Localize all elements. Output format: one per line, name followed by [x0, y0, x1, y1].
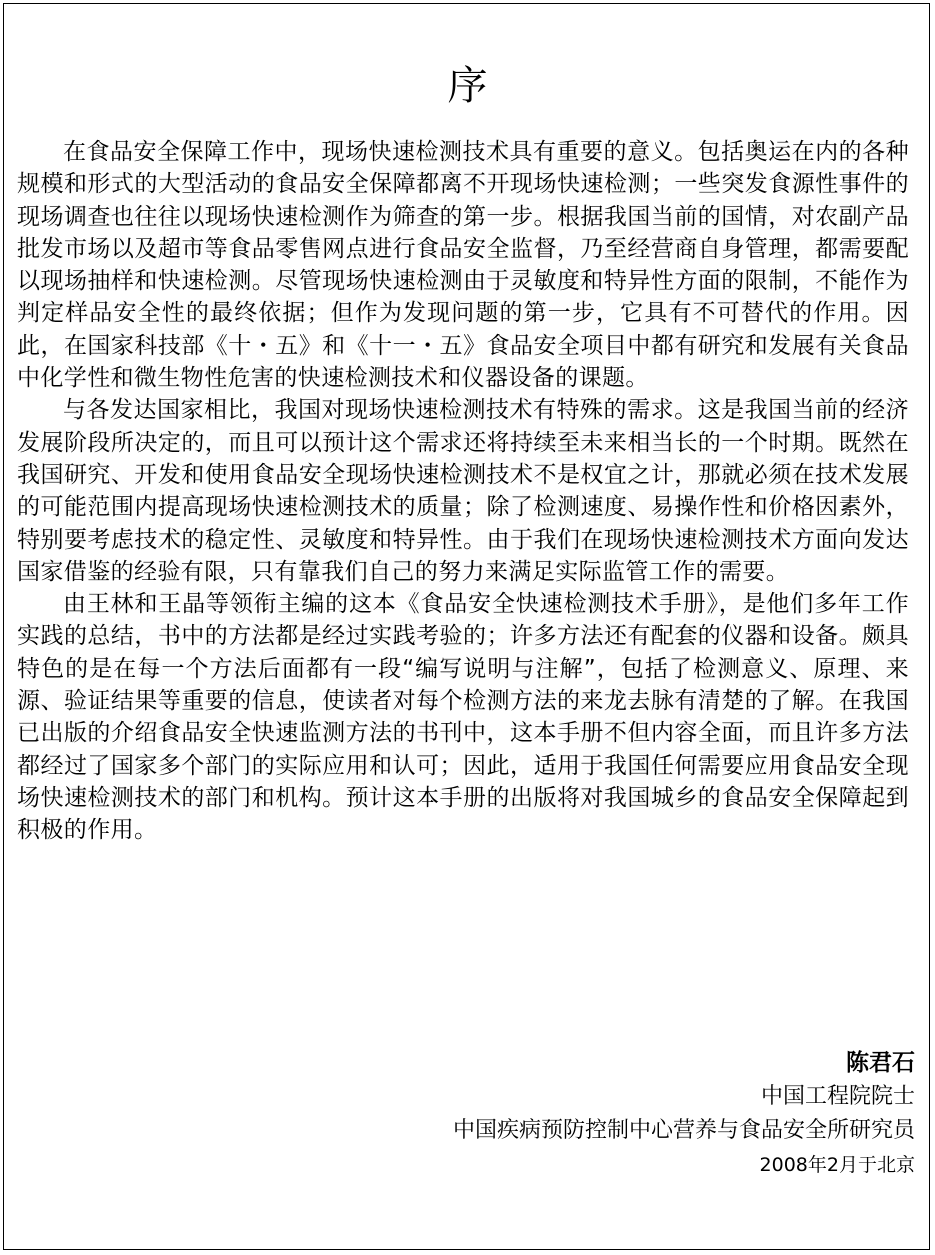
paragraph-1: 在食品安全保障工作中，现场快速检测技术具有重要的意义。包括奥运在内的各种规模和形式的大型活动的食品安全保障都离不开现场快速检测；一些突发食源性事件的现场调查也往往以现场快速检测作为筛查的第一步。根据我国当前的国情，对农副产品批发市场以及超市等食品零售网点进行食品安全监督，乃至经营商自身管理，都需要配以现场抽样和快速检测。尽管现场快速检测由于灵敏度和特异性方面的限制，不能作为判定样品安全性的最终依据；但作为发现问题的第一步，它具有不可替代的作用。因此，在国家科技部《十・五》和《十一・五》食品安全项目中都有研究和发展有关食品中化学性和微生物性危害的快速检测技术和仪器设备的课题。: [17, 139, 909, 392]
signature-date: 2008年2月于北京: [759, 1154, 915, 1176]
signature-block: [453, 1046, 915, 1182]
signature-title-researcher: 中国疾病预防控制中心营养与食品安全所研究员: [452, 1118, 915, 1143]
paragraph-3: 由王林和王晶等领衔主编的这本《食品安全快速检测技术手册》，是他们多年工作实践的总结，书中的方法都是经过实践考验的；许多方法还有配套的仪器和设备。颇具特色的是在每一个方法后面都有一段“编写说明与注解”，包括了检测意义、原理、来源、验证结果等重要的信息，使读者对每个检测方法的来龙去脉有清楚的了解。在我国已出版的介绍食品安全快速监测方法的书刊中，这本手册不但内容全面，而且许多方法都经过了国家多个部门的实际应用和认可；因此，适用于我国任何需要应用食品安全现场快速检测技术的部门和机构。预计这本手册的出版将对我国城乡的食品安全保障起到积极的作用。: [17, 591, 909, 844]
signature-author: 陈君石: [846, 1050, 915, 1076]
page-title: 序: [447, 63, 488, 109]
paragraph-2: 与各发达国家相比，我国对现场快速检测技术有特殊的需求。这是我国当前的经济发展阶段所决定的，而且可以预计这个需求还将持续至未来相当长的一个时期。既然在我国研究、开发和使用食品安全现场快速检测技术不是权宜之计，那就必须在技术发展的可能范围内提高现场快速检测技术的质量；除了检测速度、易操作性和价格因素外，特别要考虑技术的稳定性、灵敏度和特异性。由于我们在现场快速检测技术方面向发达国家借鉴的经验有限，只有靠我们自己的努力来满足实际监管工作的需要。: [17, 397, 909, 585]
preface-body: [17, 136, 909, 847]
signature-title-academician: 中国工程院院士: [760, 1084, 915, 1109]
